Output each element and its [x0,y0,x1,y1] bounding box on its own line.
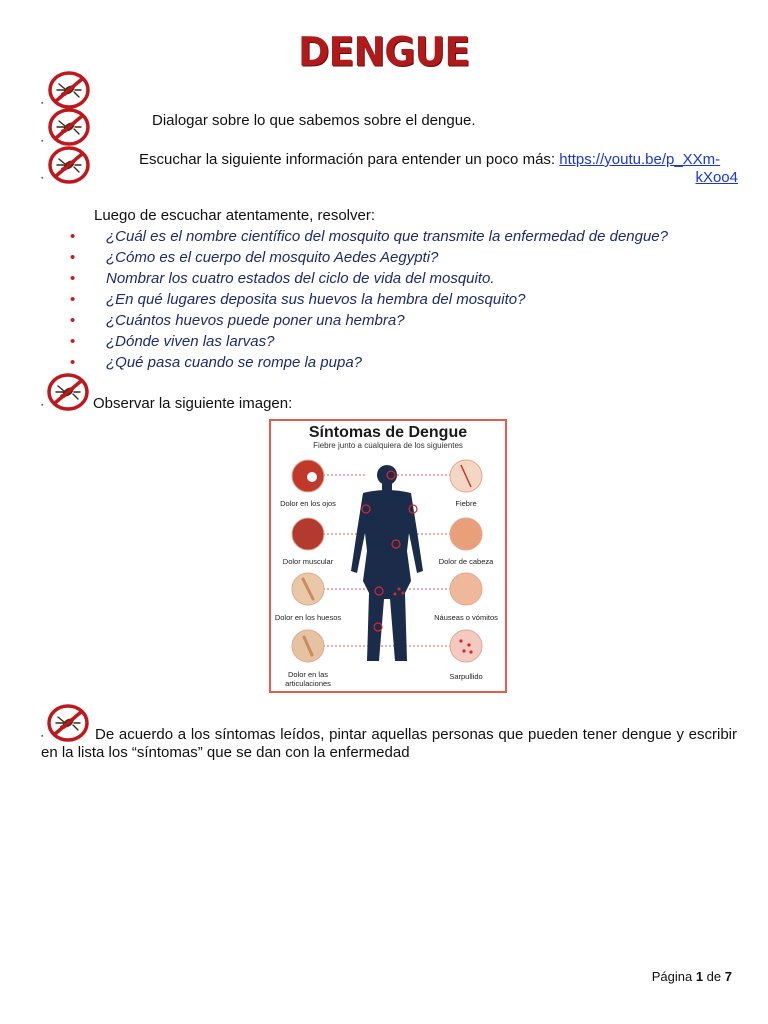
dialog-instruction: Dialogar sobre lo que sabemos sobre el dengue. [152,112,476,129]
final-instruction: De acuerdo a los síntomas leídos, pintar aquellas personas que pueden tener dengue y escribir en la lista los “síntomas” que se dan con la enfermedad [41,726,737,761]
page-title: DENGUE [298,28,470,75]
no-mosquito-icon [47,145,91,185]
youtube-link[interactable]: https://youtu.be/p_XXm- [559,151,721,168]
infographic-title: Síntomas de Dengue [308,424,468,441]
bullet: • [70,228,76,245]
symptom-label: Dolor en las articulaciones [285,670,331,688]
resolve-intro: Luego de escuchar atentamente, resolver: [94,207,376,224]
body-diagram [271,421,505,691]
list-item: • Nombrar los cuatro estados del ciclo de vida del mosquito. [70,270,495,287]
bullet: • [70,249,76,266]
list-item: • ¿En qué lugares deposita sus huevos la hembra del mosquito? [70,291,526,308]
no-mosquito-icon [46,372,90,412]
no-mosquito-icon [47,107,91,147]
page-number: Página 1 de 7 [651,969,732,984]
symptom-label: Dolor muscular [282,557,334,566]
dengue-symptoms-infographic [269,419,507,693]
list-item: • ¿Dónde viven las larvas? [70,333,275,350]
symptom-label: Dolor de cabeza [438,557,494,566]
questions-list [70,226,750,373]
youtube-link-continued[interactable] [695,169,738,187]
symptom-label: Sarpullido [449,672,483,681]
no-mosquito-icon [47,70,91,110]
listen-instruction [139,151,739,169]
bullet: • [70,270,76,287]
symptom-label: Dolor en los huesos [274,613,342,622]
symptom-label: Náuseas o vómitos [434,613,498,622]
list-item: • ¿Cuál es el nombre científico del mosquito que transmite la enfermedad de dengue? [70,228,668,245]
youtube-link-tail[interactable]: kXoo4 [695,169,738,186]
list-item: • ¿Cuántos huevos puede poner una hembra? [70,312,405,329]
list-item: • ¿Cómo es el cuerpo del mosquito Aedes Aegypti? [70,249,439,266]
symptom-label: Fiebre [455,499,477,508]
bullet: • [70,354,76,371]
bullet: • [70,312,76,329]
listen-text: Escuchar la siguiente información para entender un poco más: [139,151,556,168]
bullet: • [70,291,76,308]
list-item: • ¿Qué pasa cuando se rompe la pupa? [70,354,363,371]
observe-instruction: Observar la siguiente imagen: [93,395,293,412]
symptom-label: Dolor en los ojos [280,499,336,508]
infographic-subtitle: Fiebre junto a cualquiera de los siguientes [313,441,463,450]
bullet: • [70,333,76,350]
